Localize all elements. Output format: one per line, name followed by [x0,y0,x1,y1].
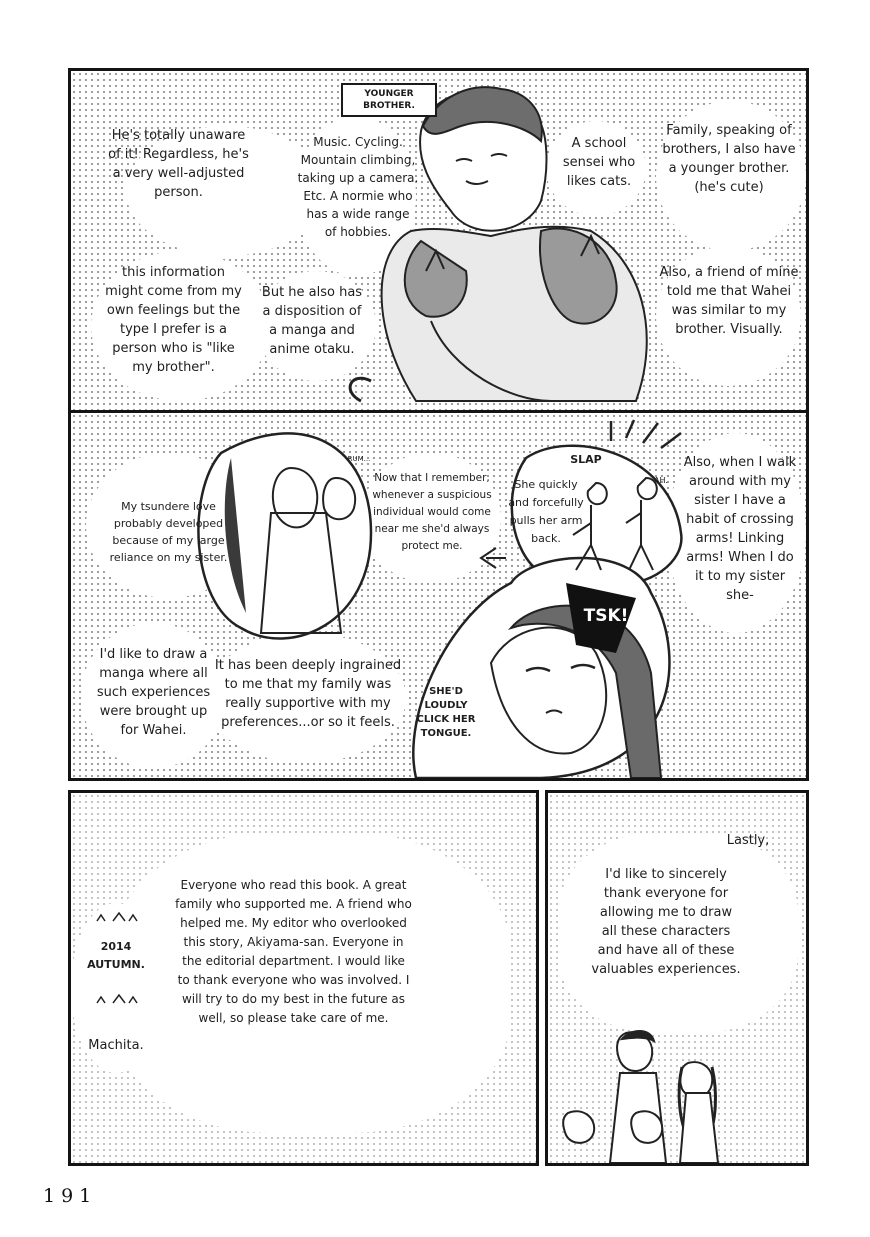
slap-sound-text: SLAP [570,453,602,466]
sister-protects-text: Now that I remember, whenever a suspicious individual would come near me she'd always protect me. [372,472,492,552]
wahei-similar-text: Also, a friend of mine told me that Wahei was similar to my brother. Visually. [659,265,799,337]
panel-afterword-thanks [68,790,539,1166]
school-sensei-text: A school sensei who likes cats. [562,136,636,189]
page-number: 191 [43,1185,98,1207]
draw-manga-text: I'd like to draw a manga where all such experiences were brought up for Wahei. [96,647,211,738]
rum-sound-text: RUM... [347,455,371,463]
sincere-thanks-text: I'd like to sincerely thank everyone for allowing me to draw all these characters and have all of these valuables experiences. [591,867,741,977]
panel-lastly [545,790,809,1166]
lastly-text: Lastly, [726,833,770,848]
tsk-sound-text: TSK! [583,606,629,626]
pulls-arm-text: She quickly and forcefully pulls her arm back. [508,478,584,545]
younger-brother-tag: YOUNGER BROTHER. [341,83,437,117]
hobbies-text: Music. Cycling. Mountain climbing, taking up a camera. Etc. A normie who has a wide range of hobbies. [297,135,419,239]
date-text: 2014 AUTUMN. [87,940,145,971]
thanks-everyone-text: Everyone who read this book. A great family who supported me. A friend who helped me. My editor who overlooked this story, Akiyama-san. Everyone in the editorial department. I would like to thank everyone who was involved. I will try to do my best in the future as well, so please take care of me. [175,878,412,1025]
panel-younger-brother [68,68,809,414]
tongue-click-text: SHE'D LOUDLY CLICK HER TONGUE. [416,686,476,739]
younger-brother-intro-text: Family, speaking of brothers, I also have a younger brother. (he's cute) [662,123,796,195]
otaku-disposition-text: But he also has a disposition of a manga and anime otaku. [261,285,363,357]
crossing-arms-text: Also, when I walk around with my sister I have a habit of crossing arms! Linking arms! When I do it to my sister she- [683,455,797,603]
like-my-brother-text: this information might come from my own feelings but the type I prefer is a person who is "like my brother". [105,265,242,375]
panel-sister [68,410,809,781]
author-signature: Machita. [88,1038,144,1053]
tsundere-love-text: My tsundere love probably developed because of my large reliance on my sister. [109,500,228,564]
family-supportive-text: It has been deeply ingrained to me that my family was really supportive with my preferences...or so it feels. [214,658,402,730]
ah-text: AH. [654,476,668,485]
brother-unaware-text: He's totally unaware of it! Regardless, he's a very well-adjusted person. [108,128,249,200]
